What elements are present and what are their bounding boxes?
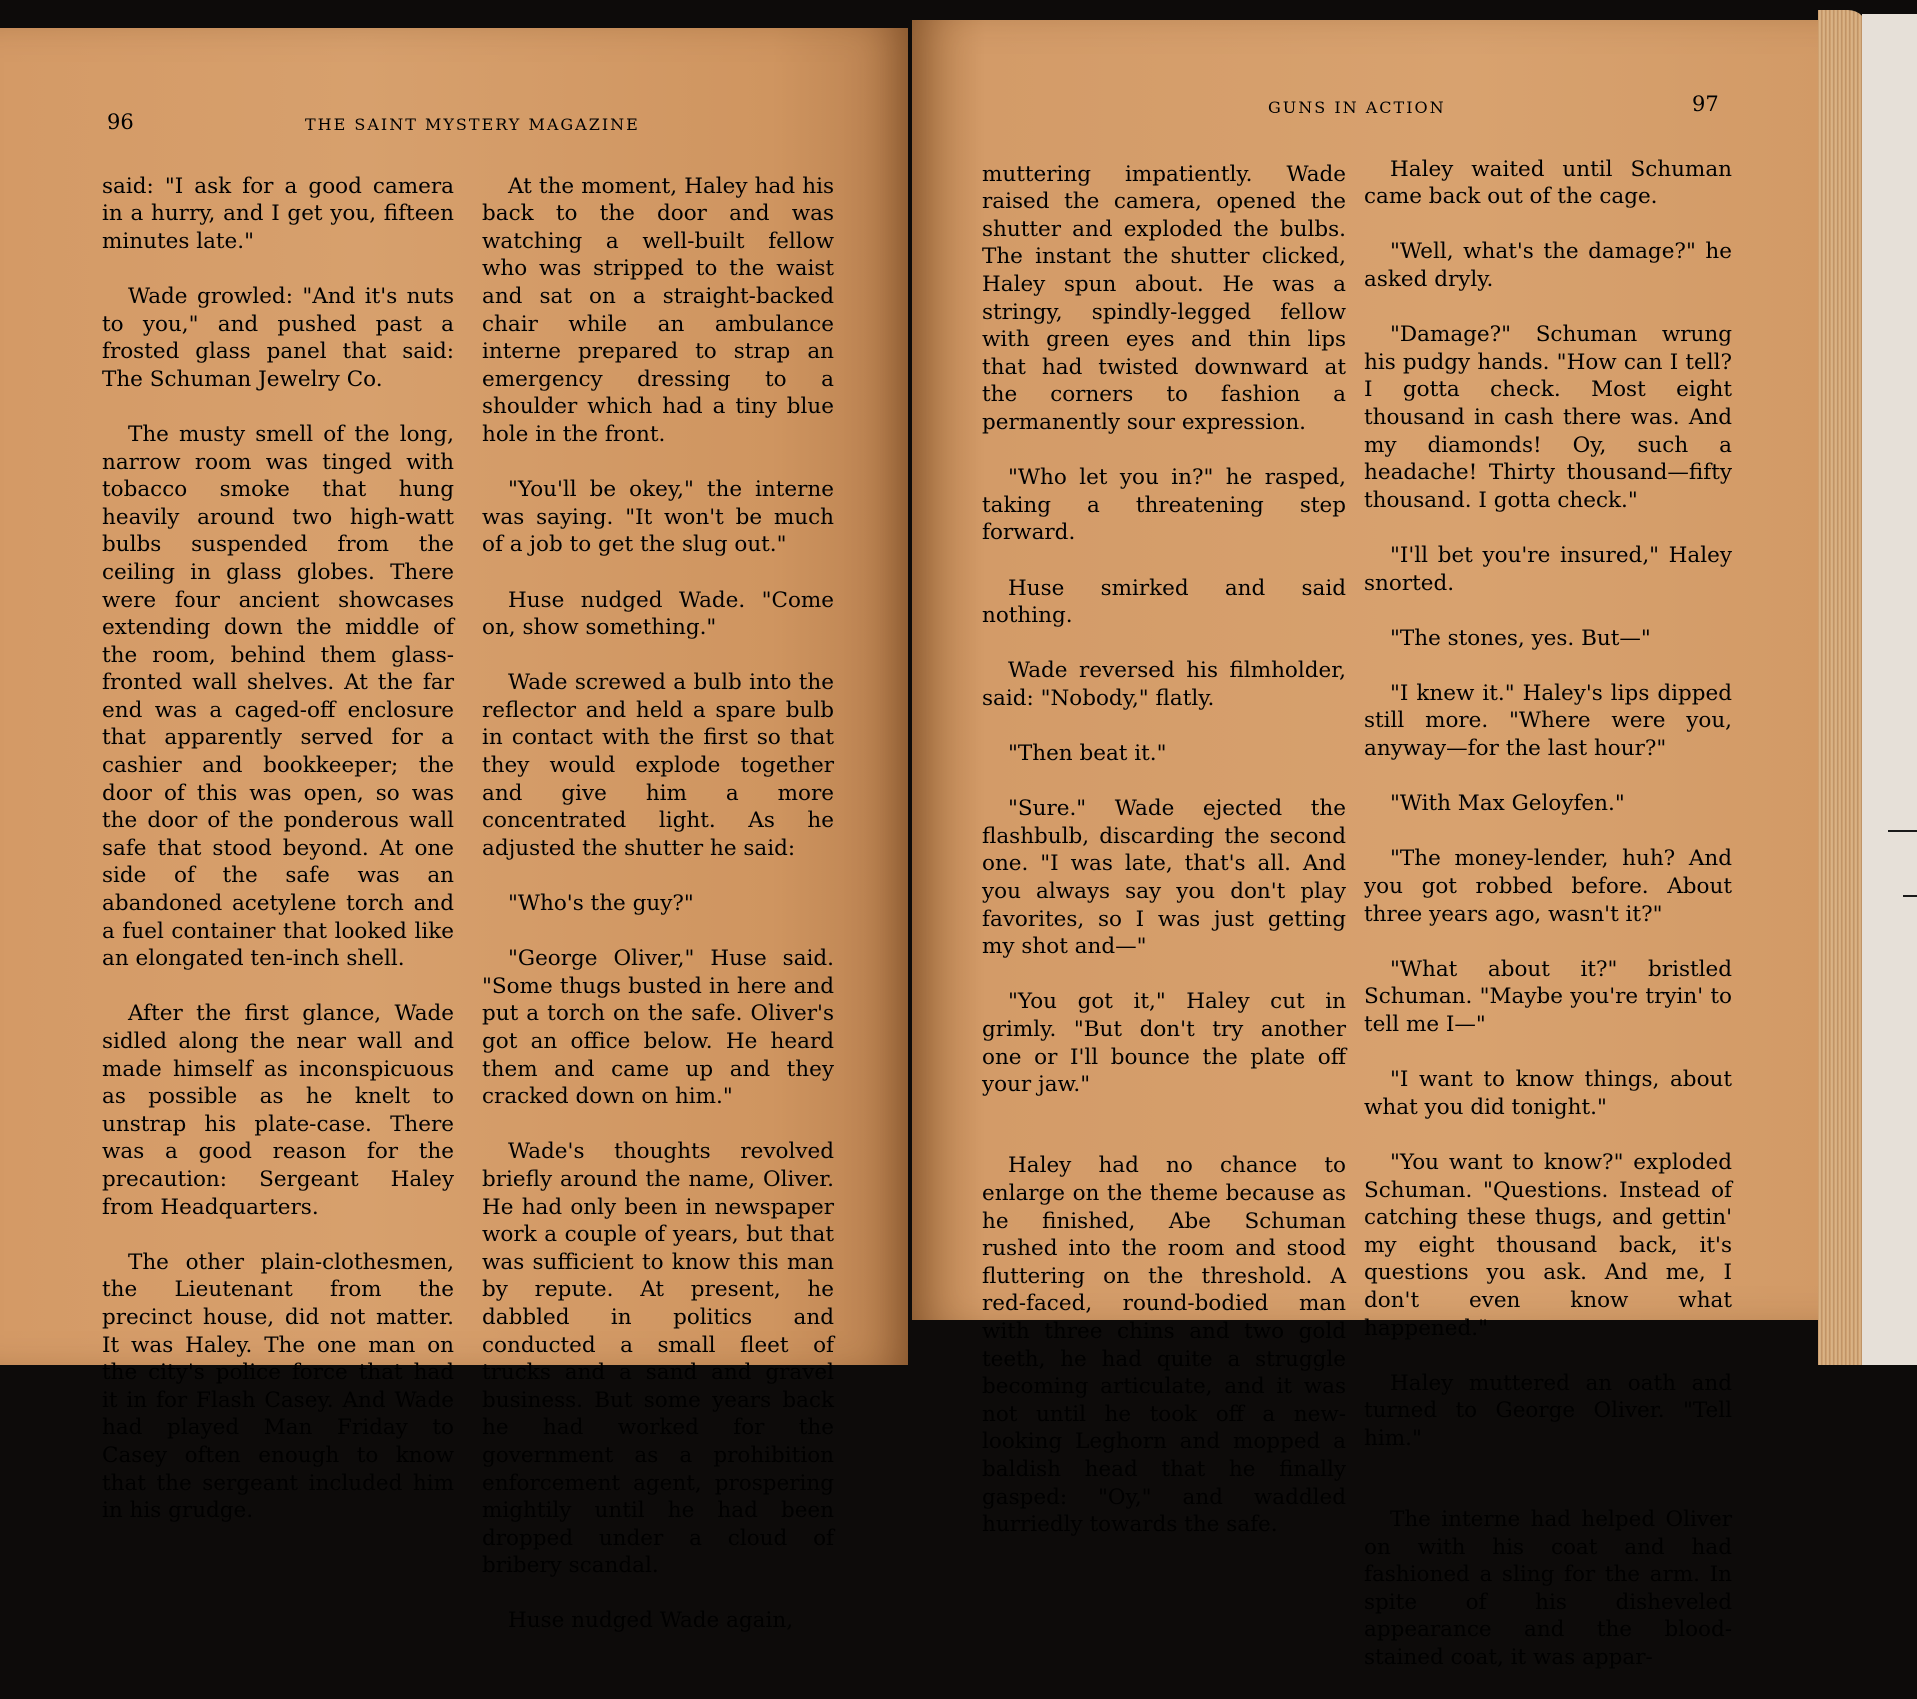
page-number-left: 96: [107, 110, 134, 134]
running-header-right: GUNS IN ACTION: [1268, 98, 1446, 117]
paragraph: Wade reversed his filmholder, said: "Nobody," flatly.: [982, 658, 1346, 711]
paragraph: said: "I ask for a good camera in a hurry, and I get you, fifteen minutes late.": [102, 173, 454, 254]
paragraph: "I knew it." Haley's lips dipped still more. "Where were you, anyway—for the last hour?": [1364, 680, 1732, 762]
paragraph: At the moment, Haley had his back to the door and was watching a well-built fellow who was stripped to the waist and sat on a straight-backed chair while an ambulance interne prepared to strap an emergency dressing to a shoulder which had a tiny blue hole in the front.: [482, 173, 834, 447]
paragraph: The musty smell of the long, narrow room was tinged with tobacco smoke that hung heavily around two high-watt bulbs suspended from the ceiling in glass globes. There were four ancient showcases extending down the middle of the room, behind them glass-fronted wall shelves. At the far end was a caged-off enclosure that apparently served for a cashier and bookkeeper; the door of this was open, so was the door of the ponderous wall safe that stood beyond. At one side of the safe was an abandoned acetylene torch and a fuel container that looked like an elongated ten-inch shell.: [102, 421, 454, 972]
paragraph: "You'll be okey," the interne was saying. "It won't be much of a job to get the slug out.": [482, 477, 834, 558]
page-edges: [1818, 10, 1868, 1365]
paragraph: "Sure." Wade ejected the flashbulb, discarding the second one. "I was late, that's all. And you always say you don't play favorites, so I was just getting my shot and—": [982, 796, 1346, 960]
page-number-right: 97: [1692, 92, 1719, 116]
cover-edge: [1862, 14, 1917, 1365]
paragraph: "The money-lender, huh? And you got robbed before. About three years ago, wasn't it?": [1364, 846, 1732, 927]
paragraph: "Then beat it.": [1008, 741, 1167, 767]
paragraph: "You got it," Haley cut in grimly. "But don't try another one or I'll bounce the plate off your jaw.": [982, 989, 1346, 1098]
paragraph: "With Max Geloyfen.": [1390, 791, 1625, 817]
paragraph: muttering impatiently. Wade raised the camera, opened the shutter and exploded the bulbs. The instant the shutter clicked, Haley spun about. He was a stringy, spindly-legged fellow with green eyes and thin lips that had twisted downward at the corners to fashion a permanently sour expression.: [982, 161, 1346, 435]
paragraph: Huse nudged Wade again,: [508, 1608, 794, 1634]
paragraph: "I'll bet you're insured," Haley snorted.: [1364, 542, 1732, 596]
paragraph: Haley muttered an oath and turned to George Oliver. "Tell him.": [1364, 1370, 1732, 1451]
paragraph: Huse smirked and said nothing.: [982, 575, 1346, 629]
paragraph: "George Oliver," Huse said. "Some thugs busted in here and put a torch on the safe. Oliver's got an office below. He heard them and came up and they cracked down on him.": [482, 946, 834, 1110]
paragraph: Haley had no chance to enlarge on the theme because as he finished, Abe Schuman rushed into the room and stood fluttering on the threshold. A red-faced, round-bodied man with three chins and two gold teeth, he had quite a struggle becoming articulate, and it was not until he took off a new-looking Leghorn and mopped a baldish head that he finally gasped: "Oy," and waddled hurriedly towards the safe.: [982, 1153, 1346, 1538]
paragraph: "What about it?" bristled Schuman. "Maybe you're tryin' to tell me I—": [1364, 956, 1732, 1037]
edge-mark: [1888, 830, 1917, 832]
left-column-2: [482, 145, 834, 1663]
paragraph: "Who let you in?" he rasped, taking a threatening step forward.: [982, 465, 1346, 546]
paragraph: "You want to know?" exploded Schuman. "Questions. Instead of catching these thugs, and gettin' my eight thousand back, it's questions you ask. And me, I don't even know what happened.": [1364, 1149, 1732, 1341]
right-column-1: [982, 133, 1346, 1566]
paragraph: Haley waited until Schuman came back out of the cage.: [1364, 156, 1732, 210]
left-column-1: [102, 145, 454, 1552]
paragraph: Wade's thoughts revolved briefly around the name, Oliver. He had only been in newspaper work a couple of years, but that was sufficient to know this man by repute. At present, he dabbled in politics and conducted a small fleet of trucks and a sand and gravel business. But some years back he had worked for the government as a prohibition enforcement agent, prospering mightily until he had been dropped under a cloud of bribery scandal.: [482, 1139, 834, 1579]
paragraph: "Damage?" Schuman wrung his pudgy hands. "How can I tell? I gotta check. Most eight thousand in cash there was. And my diamonds! Oy, such a headache! Thirty thousand—fifty thousand. I gotta check.": [1364, 322, 1732, 513]
paragraph: Huse nudged Wade. "Come on, show something.": [482, 587, 834, 641]
right-column-2: [1364, 128, 1732, 1699]
paragraph: "Well, what's the damage?" he asked dryly.: [1364, 239, 1732, 292]
paragraph: The other plain-clothesmen, the Lieutenant from the precinct house, did not matter. It was Haley. The one man on the city's police force that had it in for Flash Casey. And Wade had played Man Friday to Casey often enough to know that the sergeant included him in his grudge.: [102, 1249, 454, 1524]
paragraph: "The stones, yes. But—": [1390, 625, 1651, 651]
paragraph: After the first glance, Wade sidled along the near wall and made himself as inconspicuous as possible as he knelt to unstrap his plate-case. There was a good reason for the precaution: Sergeant Haley from Headquarters.: [102, 1001, 454, 1220]
paragraph: "I want to know things, about what you did tonight.": [1364, 1067, 1732, 1120]
paragraph: Wade growled: "And it's nuts to you," and pushed past a frosted glass panel that said: The Schuman Jewelry Co.: [102, 283, 454, 392]
paragraph: "Who's the guy?": [508, 891, 694, 917]
paragraph: The interne had helped Oliver on with his coat and had fashioned a sling for the arm. In spite of his disheveled appearance and the blood-stained coat, it was appar-: [1364, 1507, 1732, 1671]
running-header-left: THE SAINT MYSTERY MAGAZINE: [305, 115, 640, 134]
edge-mark: [1903, 895, 1917, 897]
paragraph: Wade screwed a bulb into the reflector and held a spare bulb in contact with the first so that they would explode together and give him a more concentrated light. As he adjusted the shutter he said:: [482, 670, 834, 861]
